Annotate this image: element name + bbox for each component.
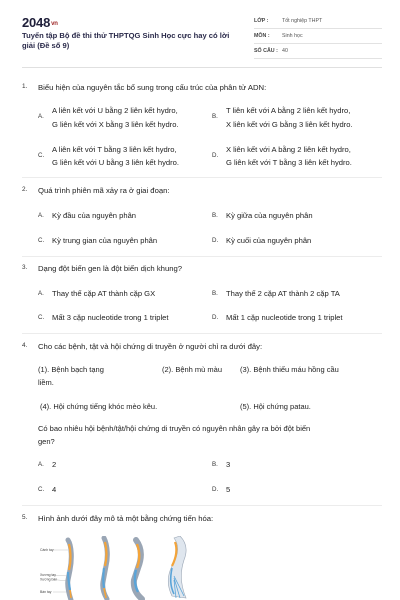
exam-meta-table (254, 14, 382, 59)
limb-cat (103, 538, 108, 599)
site-logo[interactable]: 2048vn (22, 15, 58, 30)
disease-item-5: (5). Hội chứng patau. (240, 402, 311, 411)
homologous-limbs-figure (38, 536, 208, 600)
header-divider (22, 67, 382, 68)
figure-labels (40, 548, 57, 594)
question-4-prompt-line1: Có bao nhiêu hội bệnh/tật/hội chứng di truyền có nguyên nhân gây ra bởi đột biến (38, 424, 311, 433)
exam-page: 2048vn Tuyển tập Bộ đề thi thử THPTQG Sinh Học cực hay có lời giải (Đề số 9) LỚP : Tốt nghiệp THPT MÔN : Sinh học SỐ CÂU : 40 1. Biểu hiện của nguyên tắc bổ sung trong cấu trúc của phân tử ADN: A. A liên kết với U bằng 2 liên kết hydro, G liên kết với X bằng 3 liên kết hydro. B. T liên kết với A bằng 2 liên kết hydro, X liên kết với G bằng 3 liên kết hydro. C. A liên kết với T bằng 3 liên kết hydro, G liên kết với U bằng 3 liên kết hydro. D. X liên kết với A bằng 2 liên kết hydro, G liên kết với T bằng 3 liên kết hydro. 2. Quá trình phiên mã xảy ra ở giai đoạn: A. Kỳ đầu của nguyên phân B. Kỳ giữa của nguyên phân C. Kỳ trung gian của nguyên phân D. Kỳ cuối của nguyên phân 3. Dạng đột biến gen là đột biến dịch khung? A. Thay thế cặp AT thành cặp GX B. Thay thế 2 cặp AT thành 2 cặp TA C. Mất 3 cặp nucleotide trong 1 triplet D. Mất 1 cặp nucleotide trong 1 triplet 4. Cho các bệnh, tật và hội chứng di truyền ở người chỉ ra dưới đây: (1). Bệnh bạch tạng (2). Bệnh mù màu (3). Bệnh thiếu máu hồng cầu liềm. (4). Hội chứng tiếng khóc mèo kêu. (5). Hội chứng patau. Có bao nhiêu hội bệnh/tật/hội chứng di truyền có nguyên nhân gây ra bởi đột biến gen? A. 2 B. 3 C. 4 D. 5 5. Hình ảnh dưới đây mô tả một bằng chứng tiến hóa: Cánh tay Xương tay Xương bàn Bàn tay (0, 0, 400, 600)
question-text: Dạng đột biến gen là đột biến dịch khung? (38, 264, 183, 273)
meta-row-count: SỐ CÂU : 40 (254, 44, 382, 59)
disease-item-4: (4). Hội chứng tiếng khóc mèo kêu. (40, 402, 158, 411)
meta-row-class: LỚP : Tốt nghiệp THPT (254, 14, 382, 29)
meta-row-subject: MÔN : Sinh học (254, 29, 382, 44)
question-text: Quá trình phiên mã xảy ra ở giai đoạn: (38, 186, 170, 195)
question-divider (22, 256, 382, 257)
question-text: Cho các bệnh, tật và hội chứng di truyền ở người chỉ ra dưới đây: (38, 342, 263, 351)
document-title: Tuyển tập Bộ đề thi thử THPTQG Sinh Học cực hay có lời giải (Đề số 9) (22, 31, 230, 50)
question-divider (22, 177, 382, 178)
disease-item-1: (1). Bệnh bạch tạng (38, 365, 104, 374)
figure-label: Xương bàn (40, 577, 58, 582)
figure-label: Cánh tay (40, 548, 54, 552)
figure-label: Bàn tay (40, 590, 52, 594)
figure-label: Xương tay (40, 573, 56, 577)
question-divider (22, 333, 382, 334)
disease-item-3: (3). Bệnh thiếu máu hồng cầu (240, 365, 339, 374)
limb-human (68, 540, 72, 600)
disease-item-3-cont: liềm. (38, 378, 54, 387)
limb-whale (134, 540, 142, 599)
question-4-prompt-line2: gen? (38, 437, 55, 446)
limb-bat (168, 536, 186, 598)
disease-item-2: (2). Bệnh mù màu (162, 365, 223, 374)
question-text: Biểu hiện của nguyên tắc bổ sung trong cấu trúc của phân tử ADN: (38, 83, 267, 92)
question-divider (22, 505, 382, 506)
question-text: Hình ảnh dưới đây mô tả một bằng chứng tiến hóa: (38, 514, 214, 523)
